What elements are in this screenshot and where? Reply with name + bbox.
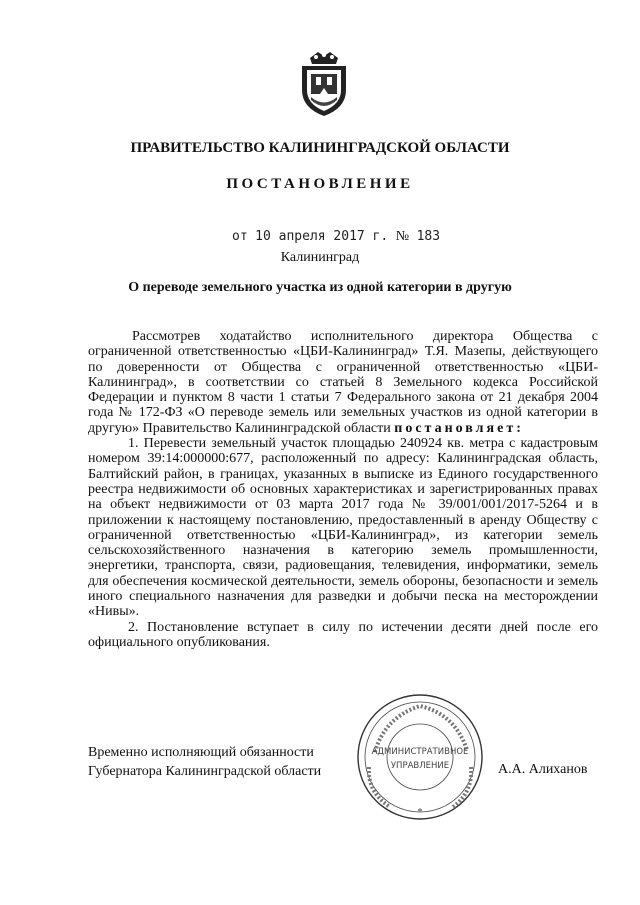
item-1-paragraph: 1. Перевести земельный участок площадью 240924 кв. метра с кадастровым номером 39:14:000000:677, расположенный по адресу: Калининградская область, Балтийский район, в границах, указанных в выписке из Единого государственного реестра недвижимости об основных характеристиках и зарегистрированных правах на объект недвижимости от 03 марта 2017 года № 39/001/001/2017-5264 и в приложении к настоящему постановлению, предоставленный в аренду Обществу с ограниченной ответственностью «ЦБИ-Калининград», из категории земель сельскохозяйственного назначения в категорию земель промышленности, энергетики, транспорта, связи, радиовещания, телевидения, информатики, земель для обеспечения космической деятельности, земель обороны, безопасности и земель иного специального назначения для разведки и добычи песка на месторождении «Нивы». [88,436,598,620]
government-title: ПРАВИТЕЛЬСТВО КАЛИНИНГРАДСКОЙ ОБЛАСТИ [130,140,510,156]
item-2-paragraph: 2. Постановление вступает в силу по истечении десяти дней после его официального опубликования. [88,619,598,650]
coat-of-arms-icon [296,50,352,118]
document-body [88,329,598,650]
svg-text:*: * [417,807,423,818]
preamble-text: Рассмотрев ходатайство исполнительного директора Общества с ограниченной ответственностью «ЦБИ-Калининград» Т.Я. Мазепы, действующего по доверенности от Общества с ограниченной ответственностью «ЦБИ-Калининград», в соответствии со статьей 8 Земельного кодекса Российской Федерации и пунктом 8 части 1 статьи 7 Федерального закона от 21 декабря 2004 года № 172-ФЗ «О переводе земель или земельных участков из одной категории в другую» Правительство Калининградской области [88,329,598,436]
date-number-line [232,229,444,245]
signatory-name: А.А. Алиханов [498,762,588,777]
date-prefix: от [232,229,248,244]
city: Калининград [280,250,360,265]
number-sign: № [395,229,410,244]
position-line-2: Губернатора Калининградской области [88,764,322,779]
document-subject: О переводе земельного участка из одной категории в другую [128,280,512,295]
document-number: 183 [416,229,441,244]
stamp-center-line-1: АДМИНИСТРАТИВНОЕ [371,747,469,757]
stamp-center-line-2: УПРАВЛЕНИЕ [390,761,450,771]
signatory-position [88,743,321,781]
decides-keyword: постановляет: [394,420,524,436]
document-type: ПОСТАНОВЛЕНИЕ [226,176,414,192]
preamble-paragraph [88,329,598,436]
position-line-1: Временно исполняющий обязанности [88,745,314,760]
seal-stamp [355,692,485,822]
document-date: 10 апреля 2017 г. [255,229,389,244]
